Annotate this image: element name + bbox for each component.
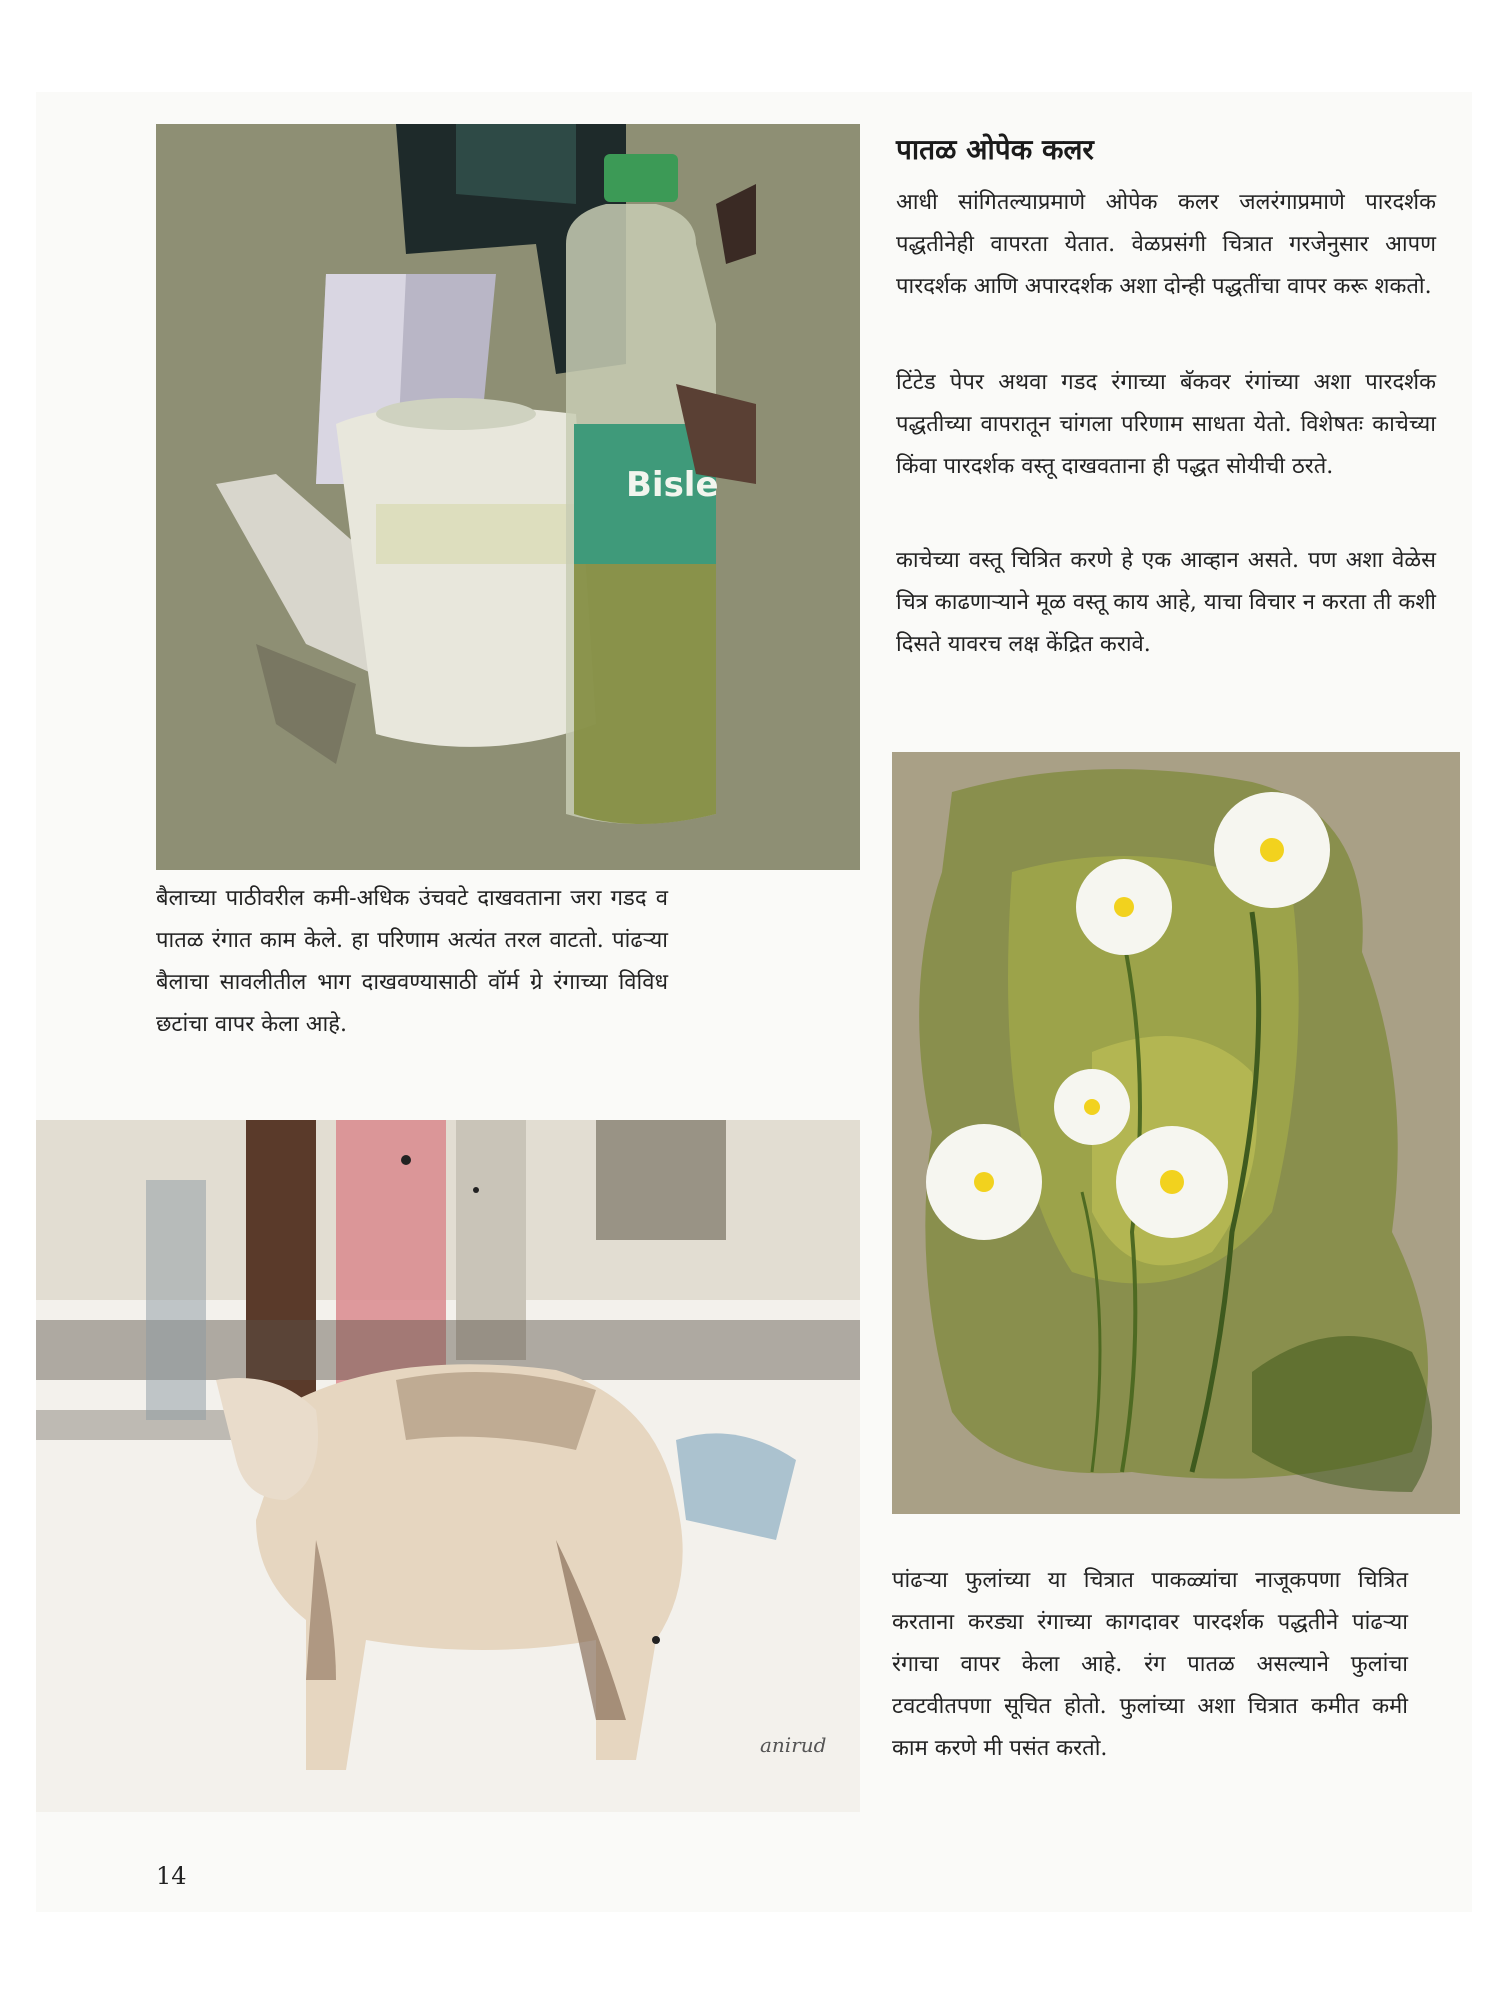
flowers-painting (892, 752, 1460, 1514)
page-number: 14 (156, 1862, 187, 1890)
painting-signature: anirud (760, 1733, 827, 1757)
cow-caption: बैलाच्या पाठीवरील कमी-अधिक उंचवटे दाखवताना जरा गडद व पातळ रंगात काम केले. हा परिणाम अत्यंत तरल वाटतो. पांढऱ्या बैलाचा सावलीतील भाग दाखवण्यासाठी वॉर्म ग्रे रंगाच्या विविध छटांचा वापर केला आहे. (156, 886, 668, 1037)
body-paragraph-1: आधी सांगितल्याप्रमाणे ओपेक कलर जलरंगाप्रमाणे पारदर्शक पद्धतीनेही वापरता येतात. वेळप्रसंगी चित्रात गरजेनुसार आपण पारदर्शक आणि अपारदर्शक अशा दोन्ही पद्धतींचा वापर करू शकतो. (896, 190, 1436, 299)
flowers-caption: पांढऱ्या फुलांच्या या चित्रात पाकळ्यांचा नाजूकपणा चित्रित करताना करड्या रंगाच्या कागदावर पारदर्शक पद्धतीने पांढऱ्या रंगाचा वापर केला आहे. रंग पातळ असल्याने फुलांचा टवटवीतपणा सूचित होतो. फुलांच्या अशा चित्रात कमीत कमी काम करणे मी पसंत करतो. (892, 1568, 1408, 1761)
body-paragraph-2: टिंटेड पेपर अथवा गडद रंगाच्या बॅकवर रंगांच्या अशा पारदर्शक पद्धतीच्या वापरातून चांगला परिणाम साधता येतो. विशेषतः काचेच्या किंवा पारदर्शक वस्तू दाखवताना ही पद्धत सोयीची ठरते. (896, 370, 1436, 479)
cow-painting (36, 1120, 860, 1812)
bottle-label: Bisle (626, 465, 719, 505)
still-life-painting (156, 124, 860, 870)
page-heading: पातळ ओपेक कलर (896, 133, 1094, 166)
body-paragraph-3: काचेच्या वस्तू चित्रित करणे हे एक आव्हान असते. पण अशा वेळेस चित्र काढणाऱ्याने मूळ वस्तू काय आहे, याचा विचार न करता ती कशी दिसते यावरच लक्ष केंद्रित करावे. (896, 548, 1436, 657)
